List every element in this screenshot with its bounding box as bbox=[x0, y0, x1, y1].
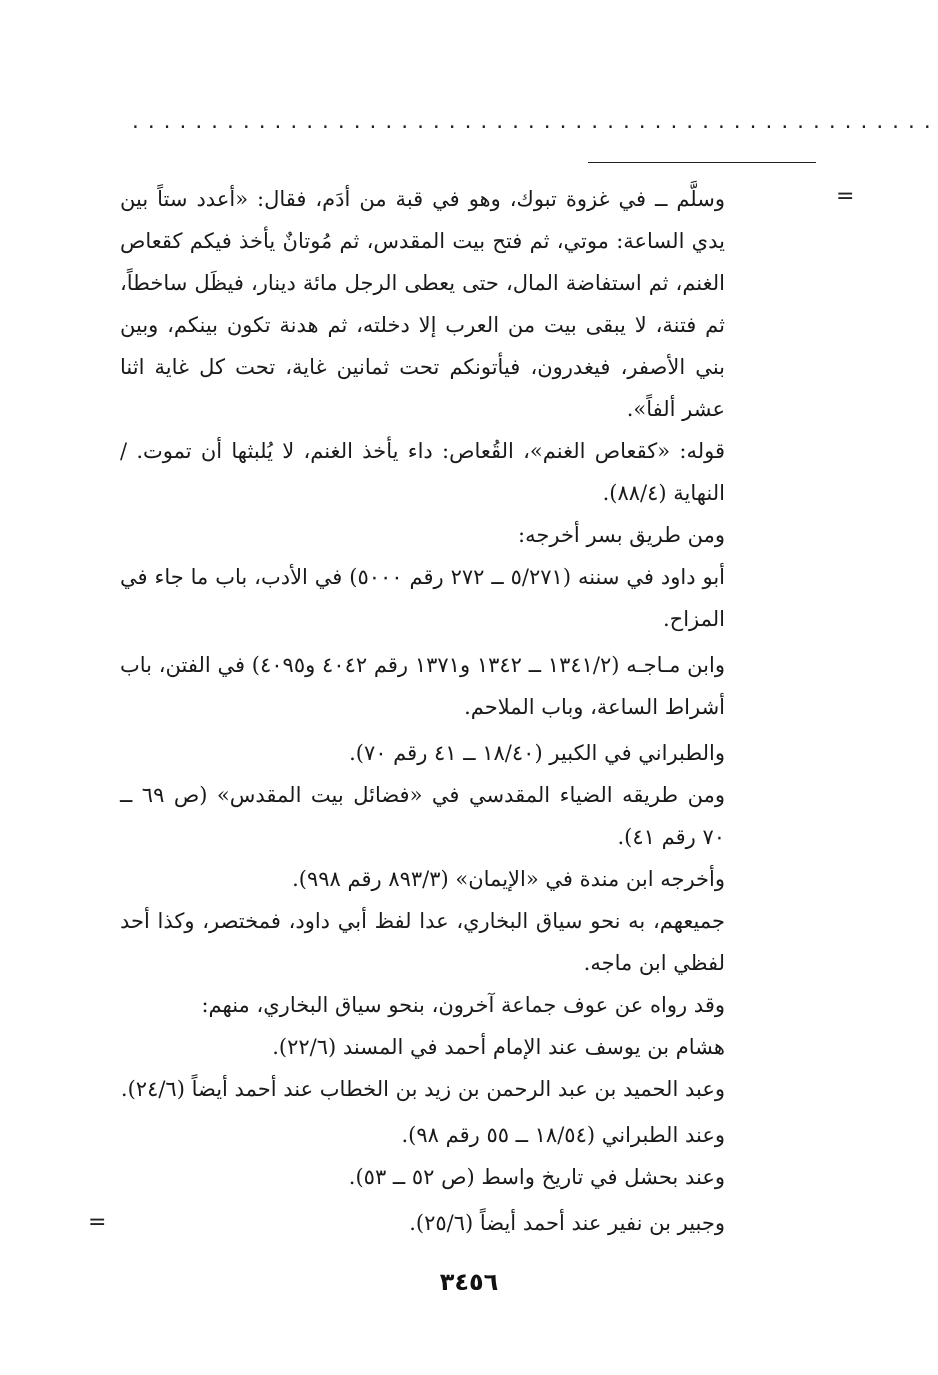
paragraph-jubayr: وجبير بن نفير عند أحمد أيضاً (٢٥/٦). bbox=[409, 1211, 725, 1235]
paragraph-all-of-them: جميعهم، به نحو سياق البخاري، عدا لفظ أبي داود، فمختصر، وكذا أحد لفظي ابن ماجه. bbox=[120, 909, 725, 975]
continuation-mark-bottom: = bbox=[88, 1210, 107, 1235]
paragraph-tabarani-kabir: والطبراني في الكبير (١٨/٤٠ ــ ٤١ رقم ٧٠). bbox=[349, 741, 725, 765]
paragraph-ibn-mandah: وأخرجه ابن مندة في «الإيمان» (٨٩٣/٣ رقم ٩٩٨). bbox=[292, 867, 725, 891]
paragraph-hadith-text: وسلَّم ــ في غزوة تبوك، وهو في قبة من أدَم، فقال: «أعدد ستاً بين يدي الساعة: موتي، ثم فتح بيت المقدس، ثم مُوتانٌ يأخذ فيكم كقعاص الغنم، ثم استفاضة المال، حتى يعطى الرجل مائة دينار، فيظَل ساخطاً، ثم فتنة، لا يبقى بيت من العرب إلا دخلته، ثم هدنة تكون بينكم، وبين بني الأصفر، فيغدرون، فيأتونكم تحت ثمانين غاية، تحت كل غاية اثنا عشر ألفاً». bbox=[120, 187, 725, 421]
paragraph-narrated-by-others: وقد رواه عن عوف جماعة آخرون، بنحو سياق البخاري، منهم: bbox=[201, 993, 725, 1017]
dotted-header-rule: ................................................... bbox=[130, 112, 938, 133]
paragraph-tabarani: وعند الطبراني (١٨/٥٤ ــ ٥٥ رقم ٩٨). bbox=[401, 1123, 725, 1147]
footnote-separator-line bbox=[588, 162, 816, 163]
footnote-text-body bbox=[120, 178, 725, 1244]
paragraph-bahshal: وعند بحشل في تاريخ واسط (ص ٥٢ ــ ٥٣). bbox=[348, 1165, 725, 1189]
paragraph-word-explanation: قوله: «كقعاص الغنم»، القُعاص: داء يأخذ الغنم، لا يُلبثها أن تموت. / النهاية (٨٨/٤). bbox=[120, 439, 725, 505]
paragraph-abd-al-hamid: وعبد الحميد بن عبد الرحمن بن زيد بن الخطاب عند أحمد أيضاً (٢٤/٦). bbox=[120, 1077, 725, 1101]
continuation-mark-top: = bbox=[836, 184, 855, 209]
paragraph-busr-route: ومن طريق بسر أخرجه: bbox=[518, 523, 725, 547]
paragraph-abu-dawud: أبو داود في سننه (٥/٢٧١ ــ ٢٧٢ رقم ٥٠٠٠) في الأدب، باب ما جاء في المزاح. bbox=[120, 565, 726, 631]
paragraph-hisham: هشام بن يوسف عند الإمام أحمد في المسند (٢٢/٦). bbox=[272, 1035, 725, 1059]
page-number: ٣٤٥٦ bbox=[439, 1268, 499, 1296]
paragraph-diya-maqdisi: ومن طريقه الضياء المقدسي في «فضائل بيت المقدس» (ص ٦٩ ــ ٧٠ رقم ٤١). bbox=[120, 783, 725, 849]
paragraph-ibn-majah: وابن مـاجـه (١٣٤١/٢ ــ ١٣٤٢ و١٣٧١ رقم ٤٠٤٢ و٤٠٩٥) في الفتن، باب أشراط الساعة، وباب الملاحم. bbox=[120, 653, 725, 719]
